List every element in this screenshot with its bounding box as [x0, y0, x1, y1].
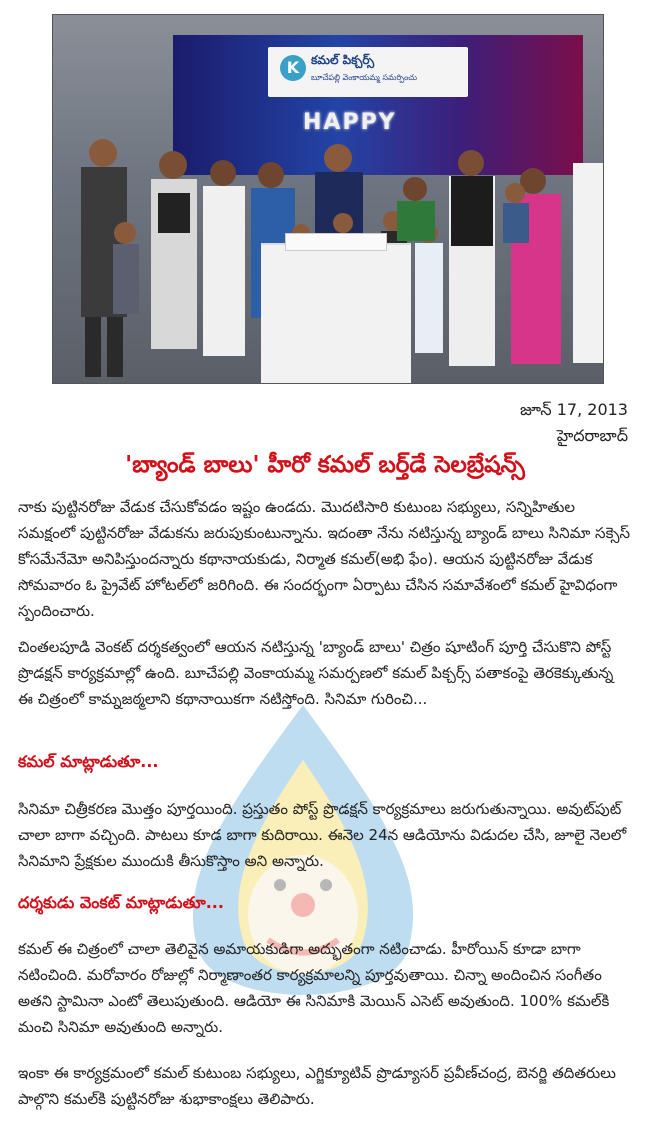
dateline — [520, 397, 628, 449]
paragraph-3: సినిమా చిత్రీకరణ మొత్తం పూర్తయింది. ప్రస్తుతం పోస్ట్ ప్రొడక్షన్ కార్యక్రమాలు జరుగుతున్నాయి. అవుట్‌పుట్ చాలా బాగా వచ్చింది. పాటలు కూడ బాగా కుదిరాయి. ఈనెల 24న ఆడియోను విడుదల చేసి, జూలై నెలలో సినిమాని ప్రేక్షకుల ముందుకి తీసుకొస్తాం అని అన్నారు. — [18, 800, 627, 870]
article-place: హైదరాబాద్ — [556, 426, 628, 445]
birthday-cake — [285, 233, 387, 251]
subhead-director: దర్శకుడు వెంకట్ మాట్లాడుతూ... — [18, 893, 224, 912]
paragraph-5: ఇంకా ఈ కార్యక్రమంలో కమల్ కుటుంబ సభ్యులు, ఎగ్జిక్యూటివ్ ప్రొడ్యూసర్ ప్రవీణ్‌చంద్ర, బెనర్జి తదితరులు పాల్గొని కమల్‌కి పుట్టినరోజు శుభాకాంక్షలు తెలిపారు. — [18, 1064, 616, 1108]
article-headline: 'బ్యాండ్ బాలు' హీరో కమల్ బర్త్‌డే సెలబ్రేషన్స్ — [125, 452, 525, 478]
article-date: జూన్ 17, 2013 — [519, 400, 628, 419]
subhead-kamal: కమల్ మాట్లాడుతూ... — [18, 752, 159, 771]
kamal-pictures-logo-icon: K — [280, 55, 306, 81]
logo-subtext: బూచేపల్లి వెంకాయమ్మ సమర్పించు — [311, 73, 417, 82]
paragraph-1: నాకు పుట్టినరోజు వేడుక చేసుకోవడం ఇష్టం ఉండదు. మొదటిసారి కుటుంబ సభ్యులు, సన్నిహితుల సమక్షంలో పుట్టినరోజు వేడుకను జరుపుకుంటున్నాను. ఇదంతా నేను నటిస్తున్న బ్యాండ్ బాలు సినిమా సక్సెస్ కోసమేనేమో అనిపిస్తుందన్నారు కథానాయకుడు, నిర్మాత కమల్(అభి ఫేం). ఆయన పుట్టినరోజు వేడుక సోమవారం ఓ ప్రైవేట్ హోటల్‌లో జరిగింది. ఈ సందర్భంగా ఏర్పాటు చేసిన సమావేశంలో కమల్ హైవిధంగా స్పందించారు. — [18, 498, 631, 620]
paragraph-4: కమల్ ఈ చిత్రంలో చాలా తెలివైన అమాయకుడిగా అద్భుతంగా నటించాడు. హీరోయిన్ కూడా బాగా నటించింది. మరోవారం రోజుల్లో నిర్మాణాంతర కార్యక్రమాలన్ని పూర్తవుతాయి. చిన్నా అందించిన సంగీతం అతని స్టామినా ఎంటో తెలుపుతుంది. ఆడియో ఈ సినిమాకి మెయిన్ ఎసెట్ అవుతుంది. 100% కమల్‌కి మంచి సినిమా అవుతుంది అన్నారు. — [18, 940, 610, 1036]
banner-happy-text: HAPPY — [303, 110, 397, 135]
cake-table — [261, 243, 411, 384]
event-photo — [52, 14, 604, 384]
logo-text: కమల్ పిక్చర్స్ — [311, 53, 375, 67]
paragraph-2: చింతలపూడి వెంకట్ దర్శకత్వంలో ఆయన నటిస్తున్న 'బ్యాండ్ బాలు' చిత్రం షూటింగ్ పూర్తి చేసుకొని పోస్ట్ ప్రొడక్షన్ కార్యక్రమాల్లో ఉంది. బూచేపల్లి వెంకాయమ్మ సమర్పణలో కమల్ పిక్చర్స్ పతాకంపై తెరకెక్కుతున్న ఈ చిత్రంలో కామ్నజఠ్మలాని కథానాయికగా నటిస్తోంది. సినిమా గురించి... — [18, 638, 614, 708]
